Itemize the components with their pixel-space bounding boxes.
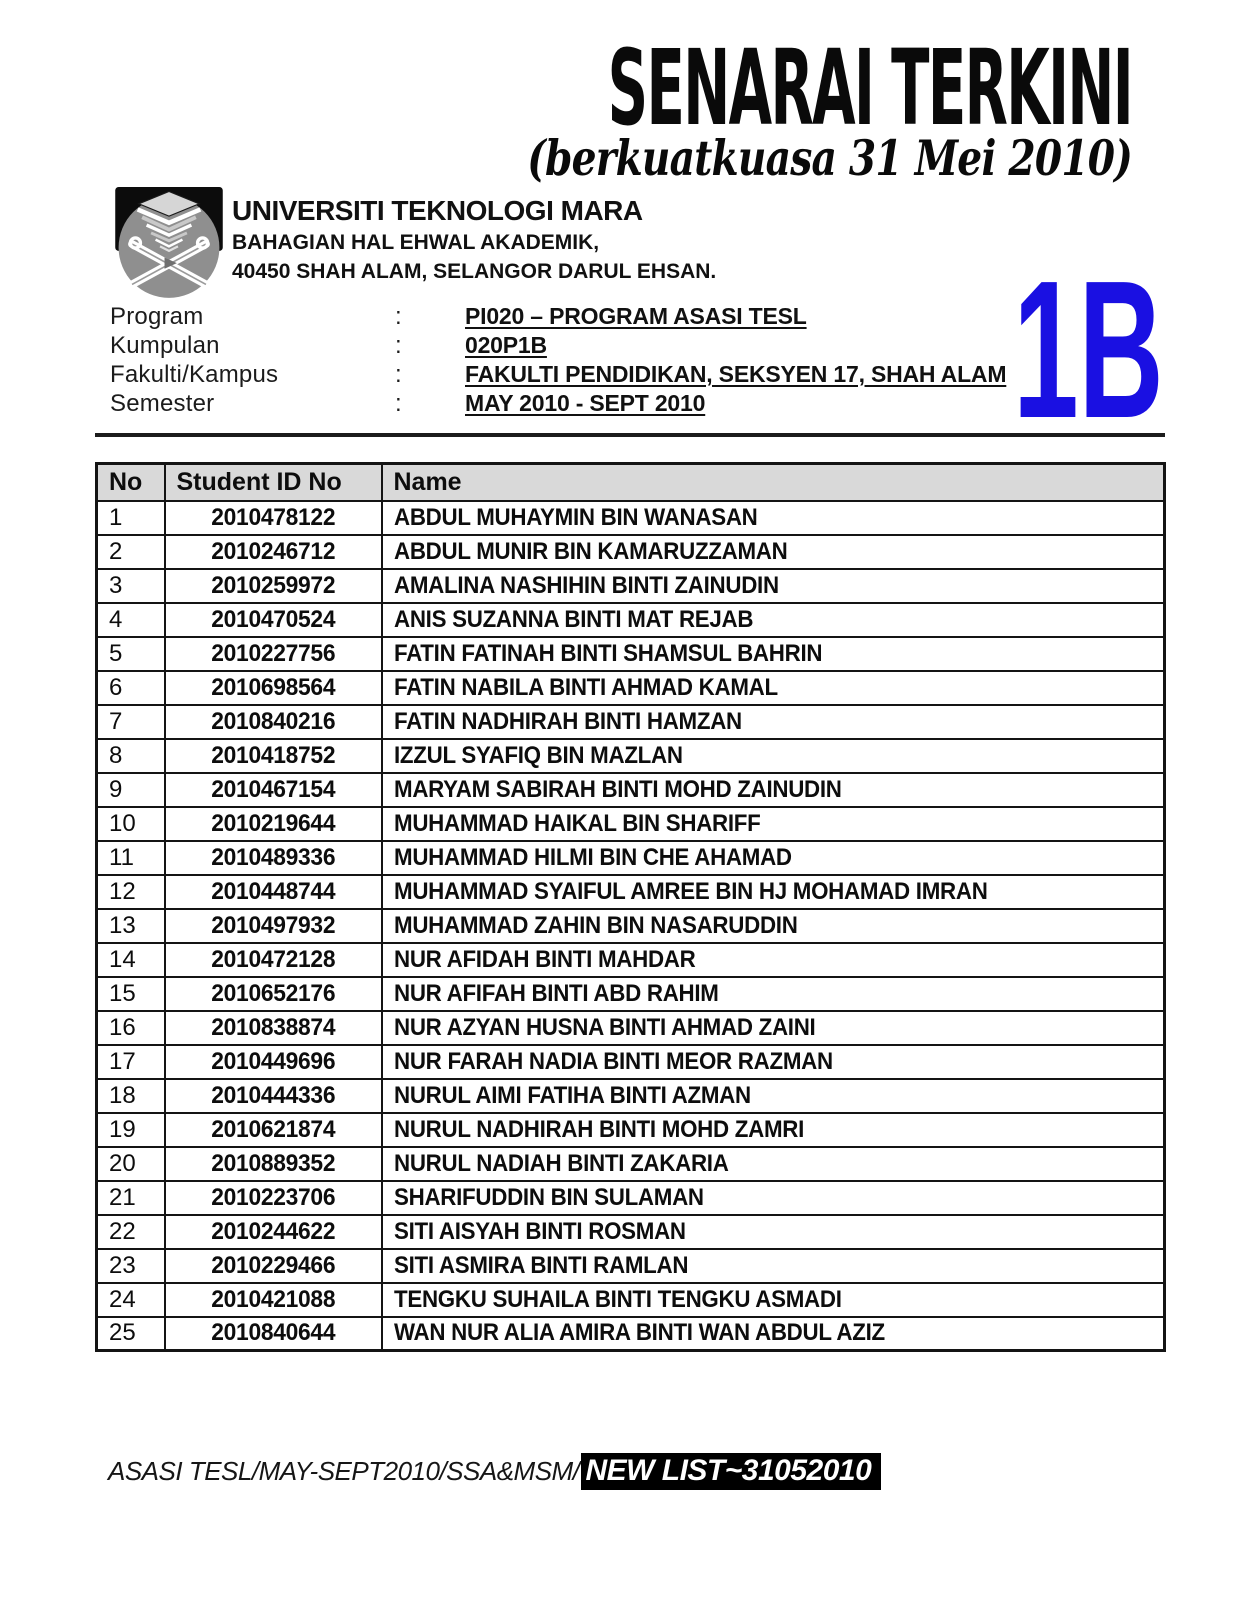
student-name: SITI ASMIRA BINTI RAMLAN	[382, 1249, 1165, 1283]
student-name: TENGKU SUHAILA BINTI TENGKU ASMADI	[382, 1283, 1165, 1317]
column-header-student-id: Student ID No	[165, 464, 382, 501]
student-id: 2010472128	[165, 943, 382, 977]
info-label: Program	[110, 303, 204, 330]
university-address: 40450 SHAH ALAM, SELANGOR DARUL EHSAN.	[232, 260, 717, 283]
student-name: FATIN NADHIRAH BINTI HAMZAN	[382, 705, 1165, 739]
group-badge: 1B	[1013, 240, 1164, 459]
footer-reference	[108, 1454, 881, 1488]
table-row	[97, 1113, 1165, 1147]
row-number: 7	[97, 705, 165, 739]
student-id: 2010259972	[165, 569, 382, 603]
student-name: NURUL NADIAH BINTI ZAKARIA	[382, 1147, 1165, 1181]
row-number: 8	[97, 739, 165, 773]
page-title: SENARAI TERKINI	[607, 27, 1132, 149]
table-header-row	[97, 464, 1165, 501]
student-id: 2010840644	[165, 1317, 382, 1351]
row-number: 23	[97, 1249, 165, 1283]
student-name: SHARIFUDDIN BIN SULAMAN	[382, 1181, 1165, 1215]
table-row	[97, 977, 1165, 1011]
row-number: 13	[97, 909, 165, 943]
letterhead	[232, 194, 716, 286]
student-name: MUHAMMAD HILMI BIN CHE AHAMAD	[382, 841, 1165, 875]
footer-highlight-badge: NEW LIST~31052010	[581, 1453, 881, 1490]
row-number: 14	[97, 943, 165, 977]
row-number: 15	[97, 977, 165, 1011]
info-row	[110, 303, 1006, 332]
info-colon: :	[395, 303, 402, 330]
column-header-no: No	[97, 464, 165, 501]
info-value: MAY 2010 - SEPT 2010	[465, 390, 706, 416]
student-name: AMALINA NASHIHIN BINTI ZAINUDIN	[382, 569, 1165, 603]
row-number: 12	[97, 875, 165, 909]
row-number: 20	[97, 1147, 165, 1181]
table-row	[97, 1249, 1165, 1283]
row-number: 4	[97, 603, 165, 637]
row-number: 1	[97, 501, 165, 535]
student-id: 2010246712	[165, 535, 382, 569]
student-id: 2010219644	[165, 807, 382, 841]
info-row	[110, 390, 1006, 419]
row-number: 17	[97, 1045, 165, 1079]
student-name: ANIS SUZANNA BINTI MAT REJAB	[382, 603, 1165, 637]
footer-code: ASASI TESL/MAY-SEPT2010/SSA&MSM/	[108, 1456, 580, 1486]
student-id: 2010478122	[165, 501, 382, 535]
table-row	[97, 875, 1165, 909]
student-id: 2010418752	[165, 739, 382, 773]
table-row	[97, 1011, 1165, 1045]
student-id: 2010889352	[165, 1147, 382, 1181]
row-number: 19	[97, 1113, 165, 1147]
student-name: MUHAMMAD ZAHIN BIN NASARUDDIN	[382, 909, 1165, 943]
student-name: WAN NUR ALIA AMIRA BINTI WAN ABDUL AZIZ	[382, 1317, 1165, 1351]
student-id: 2010489336	[165, 841, 382, 875]
student-id: 2010497932	[165, 909, 382, 943]
student-id: 2010698564	[165, 671, 382, 705]
student-name: MARYAM SABIRAH BINTI MOHD ZAINUDIN	[382, 773, 1165, 807]
student-id: 2010652176	[165, 977, 382, 1011]
table-row	[97, 671, 1165, 705]
student-name: FATIN FATINAH BINTI SHAMSUL BAHRIN	[382, 637, 1165, 671]
row-number: 6	[97, 671, 165, 705]
row-number: 10	[97, 807, 165, 841]
table-row	[97, 773, 1165, 807]
info-row	[110, 361, 1006, 390]
student-name: NURUL AIMI FATIHA BINTI AZMAN	[382, 1079, 1165, 1113]
student-name: ABDUL MUHAYMIN BIN WANASAN	[382, 501, 1165, 535]
student-name: SITI AISYAH BINTI ROSMAN	[382, 1215, 1165, 1249]
student-name: NUR AFIFAH BINTI ABD RAHIM	[382, 977, 1165, 1011]
table-row	[97, 637, 1165, 671]
student-id: 2010449696	[165, 1045, 382, 1079]
stamp-title-block	[161, 27, 1132, 188]
student-table	[95, 462, 1166, 1352]
uitm-logo-icon	[113, 186, 225, 300]
student-name: NUR AFIDAH BINTI MAHDAR	[382, 943, 1165, 977]
table-row	[97, 569, 1165, 603]
table-row	[97, 1317, 1165, 1351]
table-row	[97, 1181, 1165, 1215]
row-number: 5	[97, 637, 165, 671]
student-id: 2010448744	[165, 875, 382, 909]
student-name: ABDUL MUNIR BIN KAMARUZZAMAN	[382, 535, 1165, 569]
student-id: 2010244622	[165, 1215, 382, 1249]
row-number: 9	[97, 773, 165, 807]
university-department: BAHAGIAN HAL EHWAL AKADEMIK,	[232, 231, 600, 254]
table-row	[97, 1079, 1165, 1113]
info-colon: :	[395, 361, 402, 388]
student-name: MUHAMMAD HAIKAL BIN SHARIFF	[382, 807, 1165, 841]
table-row	[97, 705, 1165, 739]
table-row	[97, 535, 1165, 569]
row-number: 2	[97, 535, 165, 569]
student-id: 2010229466	[165, 1249, 382, 1283]
table-row	[97, 1283, 1165, 1317]
student-name: IZZUL SYAFIQ BIN MAZLAN	[382, 739, 1165, 773]
info-value: 020P1B	[465, 332, 547, 358]
student-name: NUR FARAH NADIA BINTI MEOR RAZMAN	[382, 1045, 1165, 1079]
info-label: Semester	[110, 390, 215, 417]
info-label: Fakulti/Kampus	[110, 361, 279, 388]
divider-rule	[95, 433, 1165, 437]
row-number: 3	[97, 569, 165, 603]
table-row	[97, 909, 1165, 943]
student-id: 2010223706	[165, 1181, 382, 1215]
table-row	[97, 1147, 1165, 1181]
university-name: UNIVERSITI TEKNOLOGI MARA	[232, 195, 643, 226]
student-id: 2010444336	[165, 1079, 382, 1113]
table-row	[97, 943, 1165, 977]
student-name: FATIN NABILA BINTI AHMAD KAMAL	[382, 671, 1165, 705]
page-subtitle: (berkuatkuasa 31 Mei 2010)	[527, 129, 1132, 188]
student-id: 2010838874	[165, 1011, 382, 1045]
table-row	[97, 807, 1165, 841]
row-number: 24	[97, 1283, 165, 1317]
info-label: Kumpulan	[110, 332, 220, 359]
table-row	[97, 501, 1165, 535]
table-row	[97, 1215, 1165, 1249]
student-name: NUR AZYAN HUSNA BINTI AHMAD ZAINI	[382, 1011, 1165, 1045]
table-row	[97, 603, 1165, 637]
row-number: 16	[97, 1011, 165, 1045]
student-id: 2010470524	[165, 603, 382, 637]
info-value: FAKULTI PENDIDIKAN, SEKSYEN 17, SHAH ALAM	[465, 361, 1007, 387]
row-number: 11	[97, 841, 165, 875]
student-id: 2010621874	[165, 1113, 382, 1147]
info-row	[110, 332, 1006, 361]
row-number: 25	[97, 1317, 165, 1351]
row-number: 21	[97, 1181, 165, 1215]
student-id: 2010227756	[165, 637, 382, 671]
student-name: NURUL NADHIRAH BINTI MOHD ZAMRI	[382, 1113, 1165, 1147]
row-number: 22	[97, 1215, 165, 1249]
table-row	[97, 1045, 1165, 1079]
row-number: 18	[97, 1079, 165, 1113]
column-header-name: Name	[382, 464, 1165, 501]
student-id: 2010840216	[165, 705, 382, 739]
info-colon: :	[395, 390, 402, 417]
student-name: MUHAMMAD SYAIFUL AMREE BIN HJ MOHAMAD IMRAN	[382, 875, 1165, 909]
table-row	[97, 739, 1165, 773]
student-id: 2010467154	[165, 773, 382, 807]
program-info	[110, 303, 1006, 419]
student-id: 2010421088	[165, 1283, 382, 1317]
table-row	[97, 841, 1165, 875]
info-value: PI020 – PROGRAM ASASI TESL	[465, 303, 807, 329]
info-colon: :	[395, 332, 402, 359]
